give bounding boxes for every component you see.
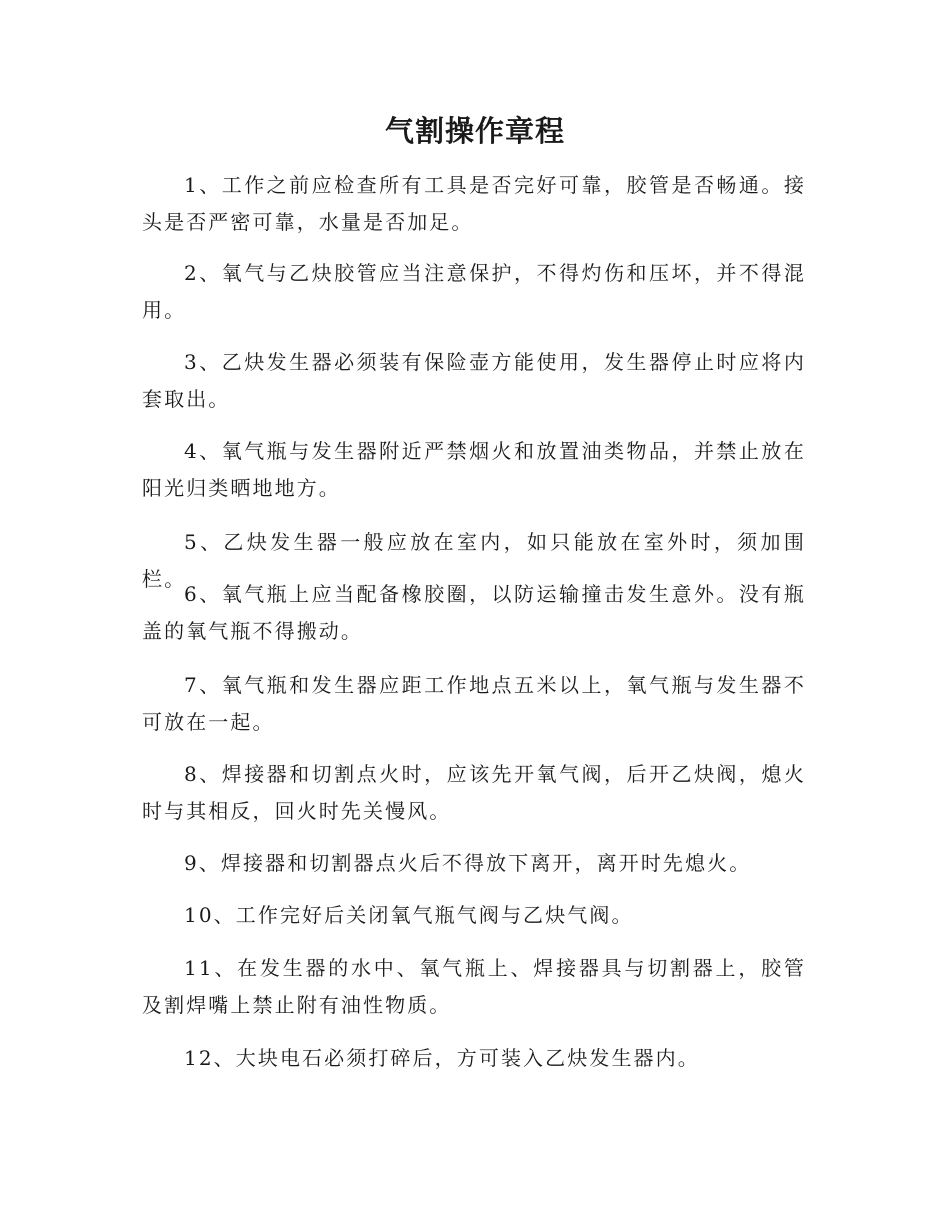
rule-1: 1、工作之前应检查所有工具是否完好可靠，胶管是否畅通。接头是否严密可靠，水量是否加足。 (142, 173, 806, 234)
rule-2: 2、氧气与乙炔胶管应当注意保护，不得灼伤和压坏，并不得混用。 (142, 261, 806, 322)
rule-12: 12、大块电石必须打碎后，方可装入乙炔发生器内。 (184, 1046, 700, 1070)
rule-10: 10、工作完好后关闭氧气瓶气阀与乙炔气阀。 (184, 903, 634, 927)
rule-3: 3、乙炔发生器必须装有保险壶方能使用，发生器停止时应将内套取出。 (142, 350, 806, 411)
rule-5: 5、乙炔发生器一般应放在室内，如只能放在室外时，须加围栏。 (142, 530, 806, 591)
rule-6: 6、氧气瓶上应当配备橡胶圈，以防运输撞击发生意外。没有瓶盖的氧气瓶不得搬动。 (142, 582, 806, 643)
rule-8: 8、焊接器和切割点火时，应该先开氧气阀，后开乙炔阀，熄火时与其相反，回火时先关慢风。 (142, 762, 806, 823)
rule-4: 4、氧气瓶与发生器附近严禁烟火和放置油类物品，并禁止放在阳光归类晒地地方。 (142, 439, 806, 500)
rule-7: 7、氧气瓶和发生器应距工作地点五米以上，氧气瓶与发生器不可放在一起。 (142, 673, 806, 734)
document-title: 气割操作章程 (384, 114, 565, 148)
rule-11: 11、在发生器的水中、氧气瓶上、焊接器具与切割器上，胶管及割焊嘴上禁止附有油性物质。 (142, 956, 806, 1017)
rule-9: 9、焊接器和切割器点火后不得放下离开，离开时先熄火。 (184, 851, 752, 875)
